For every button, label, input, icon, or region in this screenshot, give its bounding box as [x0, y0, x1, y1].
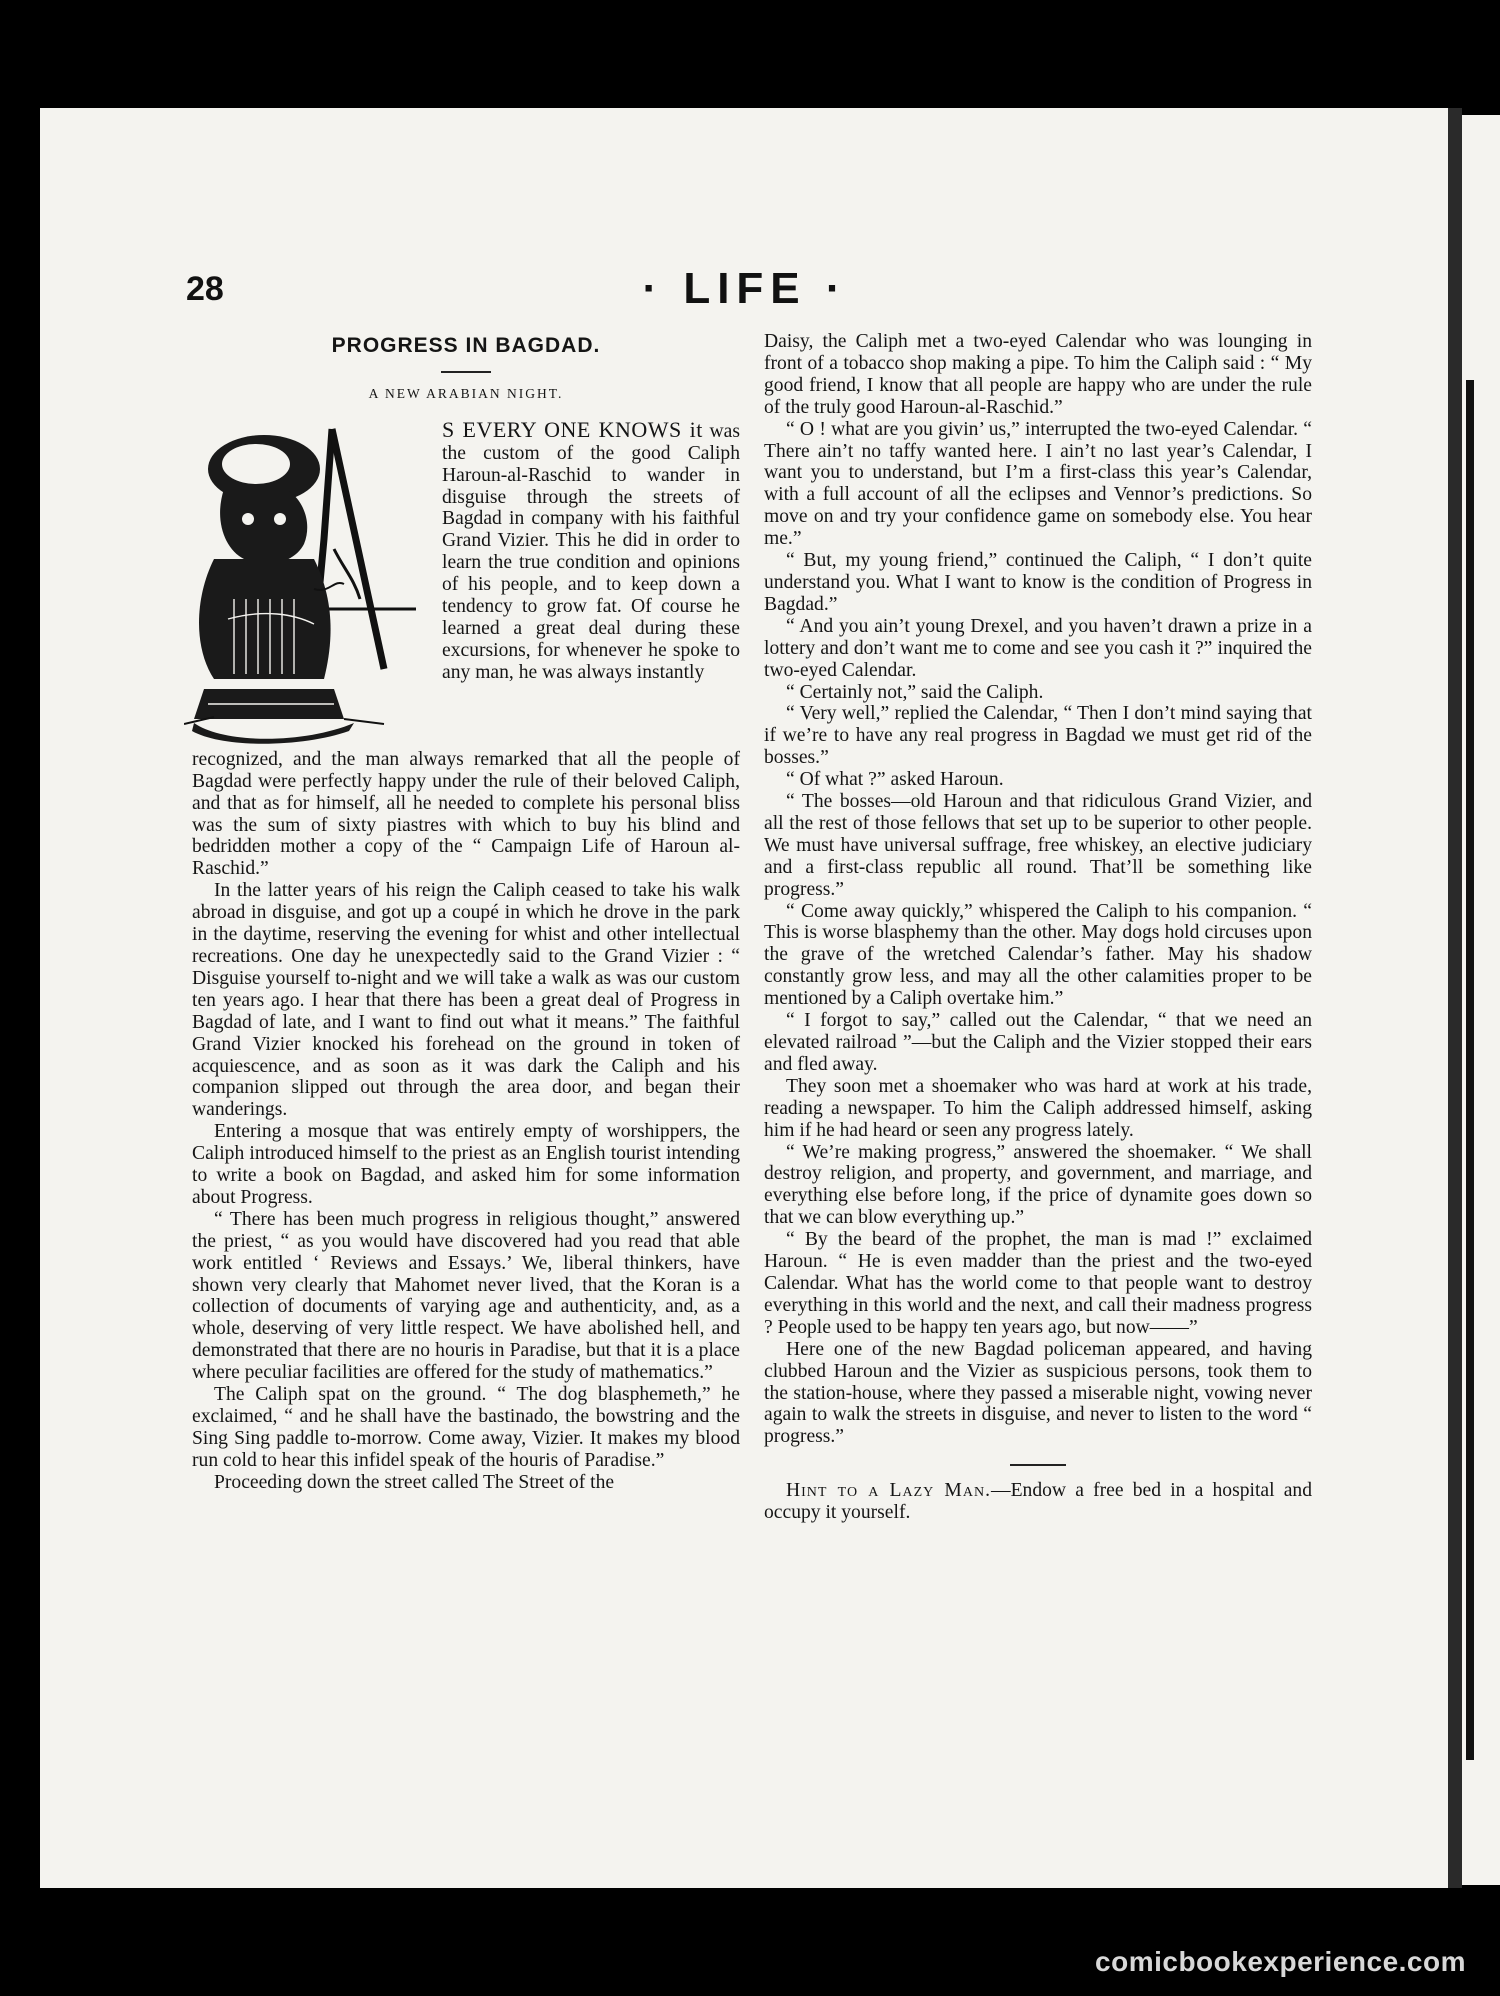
binding-shadow — [1466, 380, 1474, 1760]
paragraph: “ Certainly not,” said the Caliph. — [786, 681, 1044, 703]
paragraph: “ There has been much progress in religious thought,” answered the priest, “ as you would have discovered had you read that able work entitled ‘ Reviews and Essays.’ We, liberal thinkers, have shown very clearly that Mahomet never lived, that the Koran is a collection of documents of varying age and authenticity, and, as a whole, deserving of very little respect. We have abolished hell, and demonstrated that there are no houris in Paradise, but that it is a place where peculiar facilities are offered for the study of mathematics.” — [192, 1208, 740, 1384]
paragraph: Here one of the new Bagdad policeman appeared, and having clubbed Haroun and the Vizier as suspicious persons, took them to the station-house, where they passed a miserable night, vowing never again to walk the streets in disguise, and never to listen to the word “ progress.” — [764, 1338, 1312, 1448]
dropcap-paragraph — [442, 416, 740, 684]
hint-label: Hint to a Lazy Man. — [786, 1480, 991, 1502]
page-header — [180, 264, 1310, 320]
paragraph: “ Of what ?” asked Haroun. — [786, 769, 1004, 791]
paragraph: Daisy, the Caliph met a two-eyed Calendar who was lounging in front of a tobacco shop making a pipe. To him the Caliph said : “ My good friend, I know that all people are happy who are under the rule of the truly good Haroun-al-Raschid.” — [764, 331, 1312, 418]
book-gutter — [1448, 108, 1462, 1888]
dropcap-body: was the custom of the good Caliph Haroun-al-Raschid to wander in disguise through the streets of Bagdad in company with his faithful Grand Vizier. This he did in order to learn the true condition and opinions of his people, and to keep down a tendency to grow fat. Of course he learned a great deal during these excursions, for whenever he spoke to any man, he was always instantly — [442, 420, 740, 683]
hint-paragraph — [764, 1480, 1312, 1524]
paragraph: “ By the beard of the prophet, the man is mad !” exclaimed Haroun. “ He is even madder than the priest and the two-eyed Calendar. What has the world come to that people want to destroy everything in this world and the next, and call their madness progress ? People used to be happy ten years ago, but now——” — [764, 1229, 1312, 1338]
paragraph: They soon met a shoemaker who was hard at work at his trade, reading a newspaper. To him the Caliph addressed himself, asking him if he had heard or seen any progress lately. — [764, 1075, 1312, 1141]
title-rule — [441, 371, 491, 373]
paragraph: “ I forgot to say,” called out the Calendar, “ that we need an elevated railroad ”—but the Caliph and the Vizier stopped their ears and fled away. — [764, 1010, 1312, 1075]
section-rule — [1010, 1464, 1066, 1466]
column-right — [764, 331, 1312, 1524]
paragraph: “ Very well,” replied the Calendar, “ Then I don’t mind saying that if we’re to have any real progress in Bagdad we must get rid of the bosses.” — [764, 703, 1312, 769]
paragraph: “ We’re making progress,” answered the shoemaker. “ We shall destroy religion, and property, and government, and marriage, and everything else before long, if the price of dynamite goes down so that we can blow everything up.” — [764, 1141, 1312, 1229]
dropcap-first-line: S EVERY ONE KNOWS it — [442, 416, 703, 442]
article-title: PROGRESS IN BAGDAD. — [331, 334, 601, 357]
paragraph: In the latter years of his reign the Caliph ceased to take his walk abroad in disguise, and got up a coupé in which he drove in the park in the daytime, reserving the evening for whist and other intellectual recreations. One day he unexpectedly said to the Grand Vizier : “ Disguise yourself to-night and we will take a walk as was our custom ten years ago. I hear that there has been a great deal of Progress in Bagdad of late, and I want to find out what it means.” The faithful Grand Vizier knocked his forehead on the ground in token of acquiescence, and as soon as it was dark the Caliph and his companion slipped out through the area door, and began their wanderings. — [192, 880, 740, 1121]
paragraph: Entering a mosque that was entirely empty of worshippers, the Caliph introduced himself to the priest as an English tourist intending to write a book on Bagdad, and asked him for some information about Progress. — [192, 1121, 740, 1208]
page-number: 28 — [186, 270, 224, 308]
column-left — [192, 331, 740, 1494]
hint-text: —Endow a free bed in a hospital and occupy it yourself. — [764, 1480, 1313, 1524]
paragraph: Proceeding down the street called The Street of the — [214, 1471, 615, 1493]
magazine-title: · LIFE · — [642, 264, 848, 313]
paragraph: “ The bosses—old Haroun and that ridiculous Grand Vizier, and all the rest of those fellows that set up to be superior to other people. We must have universal suffrage, free whiskey, an elective judiciary and a first-class republic all round. That’ll be something like progress.” — [764, 791, 1312, 900]
paragraph: “ And you ain’t young Drexel, and you haven’t drawn a prize in a lottery and don’t want me to come and see you cash it ?” inquired the two-eyed Calendar. — [764, 615, 1312, 681]
article-subtitle: A NEW ARABIAN NIGHT. — [368, 385, 564, 401]
paragraph: The Caliph spat on the ground. “ The dog blasphemeth,” he exclaimed, “ and he shall have the bastinado, the bowstring and the Sing Sing paddle to-morrow. Come away, Vizier. It makes my blood run cold to hear this infidel speak of the houris of Paradise.” — [192, 1384, 740, 1471]
paragraph: “ Come away quickly,” whispered the Caliph to his companion. “ This is worse blasphemy than the other. May dogs hold circuses upon the grave of the wretched Calendar’s father. May his shadow constantly grow less, and may all the other calamities proper to be mentioned by a Caliph overtake him.” — [764, 900, 1312, 1010]
paragraph: “ O ! what are you givin’ us,” interrupted the two-eyed Calendar. “ There ain’t no taffy wanted here. I ain’t no last year’s Calendar, I want you to understand, but I’m a first-class this year’s Calendar, with a full account of all the eclipses and Vennor’s predictions. So move on and try your confidence game on somebody else. You hear me.” — [764, 418, 1312, 550]
paragraph: “ But, my young friend,” continued the Caliph, “ I don’t quite understand you. What I want to know is the condition of Progress in Bagdad.” — [764, 550, 1312, 615]
watermark: comicbookexperience.com — [1095, 1946, 1466, 1977]
caliph-illustration — [184, 419, 436, 749]
paragraph: recognized, and the man always remarked that all the people of Bagdad were perfectly happy under the rule of their beloved Caliph, and that as for himself, all he needed to complete his personal bliss was the sum of sixty piastres with which to buy his blind and bedridden mother a copy of the “ Campaign Life of Haroun al-Raschid.” — [192, 748, 740, 880]
dropcap-section — [192, 416, 740, 749]
